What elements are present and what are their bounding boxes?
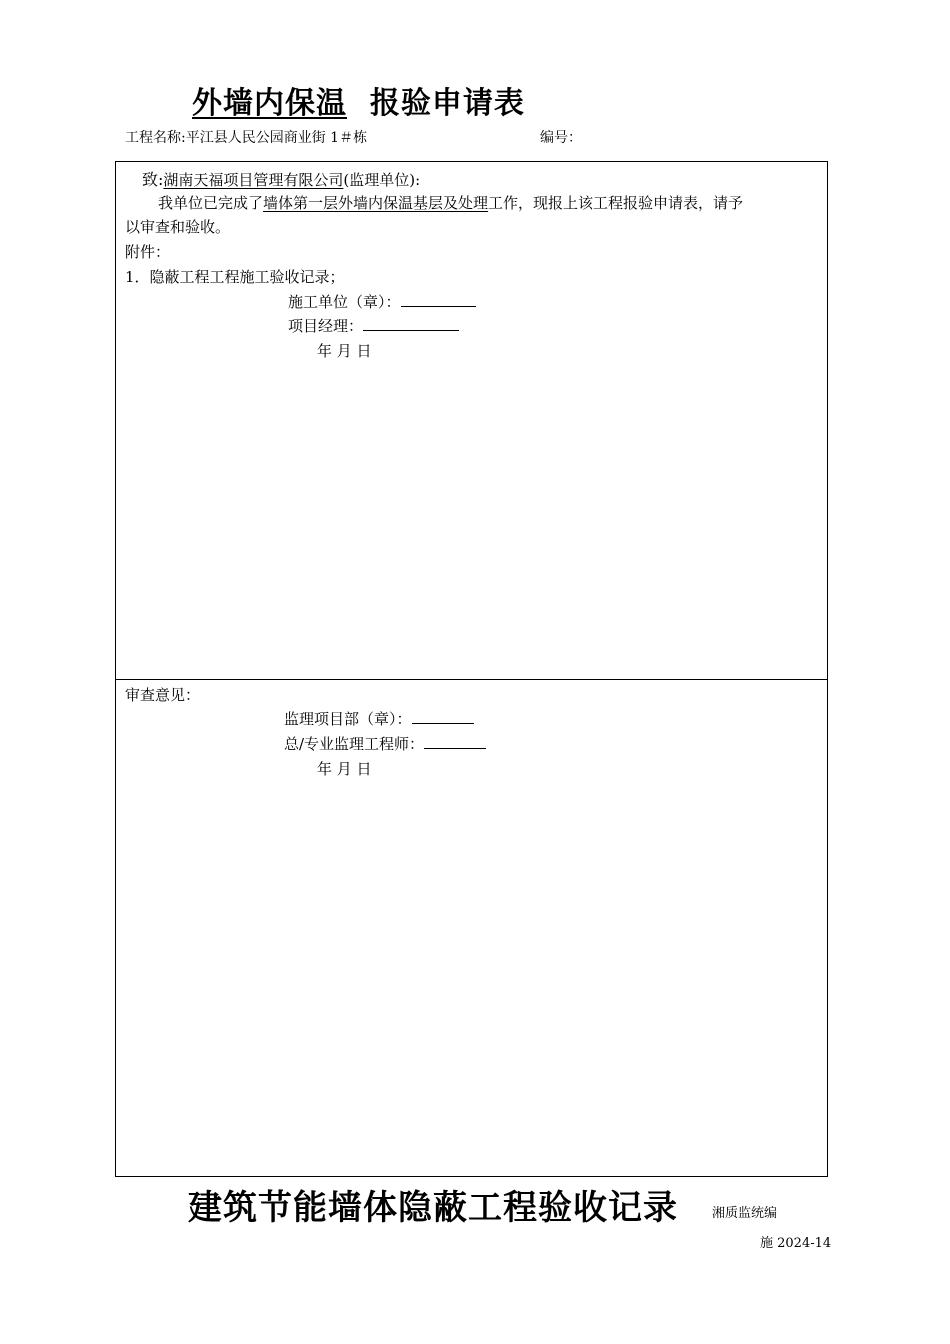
body-suffix: 工作，现报上该工程报验申请表，请予	[488, 194, 744, 212]
review-opinion-label: 审查意见：	[125, 686, 201, 704]
contractor-signature-line	[288, 291, 476, 312]
supervision-signature-line	[284, 708, 474, 729]
supervision-label: 监理项目部（章）：	[284, 710, 412, 728]
form-title-part2: 报验申请表	[369, 86, 525, 121]
form-title-part1: 外墙内保温	[192, 86, 347, 121]
addressee-suffix: (监理单位):	[343, 171, 421, 189]
application-date: 年 月 日	[317, 342, 372, 360]
project-name: 工程名称:平江县人民公园商业街 1＃栋	[125, 130, 368, 146]
form-number-label: 编号：	[540, 130, 582, 146]
footer-code: 施 2024-14	[760, 1236, 832, 1251]
supervisor-company: 湖南天福项目管理有限公司	[163, 171, 344, 189]
engineer-signature-line	[284, 733, 486, 754]
completed-work: 墙体第一层外墙内保温基层及处理	[263, 194, 489, 212]
application-body-line2: 以审查和验收。	[125, 218, 231, 236]
footer-publisher: 湘质监统编	[712, 1206, 778, 1221]
footer-title: 建筑节能墙体隐蔽工程验收记录	[188, 1188, 678, 1228]
supervision-blank	[412, 709, 474, 724]
addressee-line	[142, 167, 420, 190]
review-date: 年 月 日	[317, 760, 372, 778]
engineer-blank	[424, 734, 486, 749]
manager-signature-line	[288, 315, 459, 336]
application-body-line1	[158, 192, 743, 213]
manager-blank	[363, 316, 459, 331]
addressee-prefix: 致:	[142, 170, 164, 189]
review-section	[115, 679, 828, 1177]
attachment-item-1: 1．隐蔽工程工程施工验收记录；	[125, 268, 345, 286]
engineer-label: 总/专业监理工程师：	[284, 735, 425, 753]
manager-label: 项目经理：	[288, 317, 364, 335]
contractor-blank	[401, 292, 476, 307]
attachment-label: 附件：	[125, 243, 171, 261]
contractor-label: 施工单位（章）：	[288, 293, 401, 311]
body-prefix: 我单位已完成了	[158, 194, 264, 212]
application-section	[115, 161, 828, 680]
form-title	[192, 78, 525, 122]
